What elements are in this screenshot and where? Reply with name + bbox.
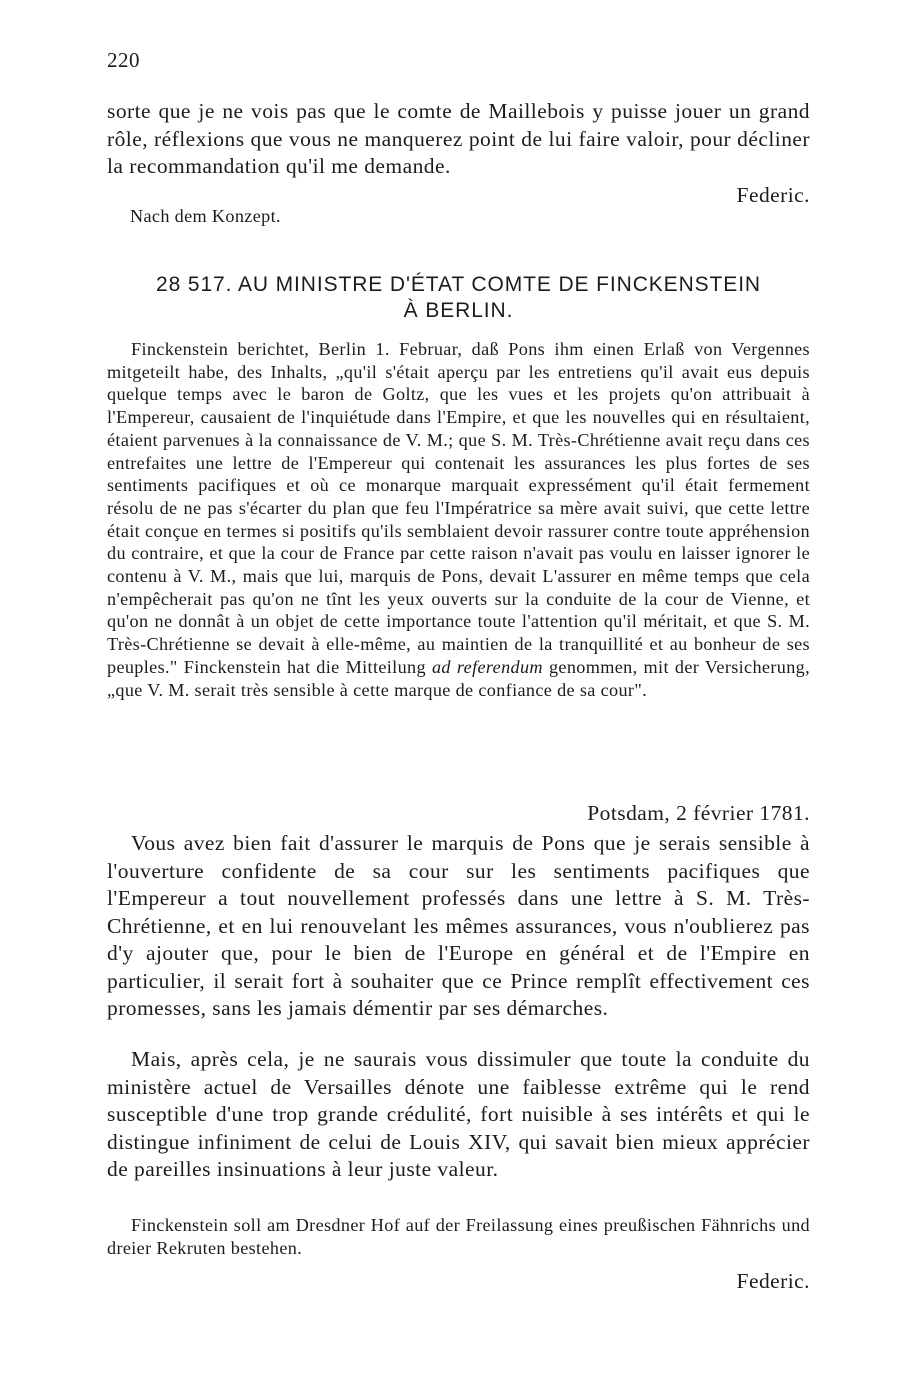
letter-paragraph-1: Vous avez bien fait d'assurer le marquis de Pons que je serais sensible à l'ouverture confidente de sa cour sur les sentiments pacifiques que l'Empereur a tout nouvellement professés dans une lettre à S. M. Très-Chrétienne, et en lui renouvelant les mêmes assurances, vous n'oublierez pas d'y ajouter que, pour le bien de l'Europe en général et de l'Empire en particulier, il serait fort à souhaiter que ce Prince remplît effectivement ces promesses, sans les jamais démentir par ses démarches. bbox=[107, 831, 810, 1020]
summary-italic-phrase: ad referendum bbox=[431, 656, 543, 677]
previous-letter-conclusion: sorte que je ne vois pas que le comte de Maillebois y puisse jouer un grand rôle, réflexions que vous ne manquerez point de lui faire valoir, pour décliner la recommandation qu'il me demande. bbox=[107, 99, 810, 178]
letter-heading bbox=[107, 272, 810, 324]
letter-paragraph-2: Mais, après cela, je ne saurais vous dissimuler que toute la conduite du ministère actuel de Versailles dénote une faiblesse extrême qui le rend susceptible d'une trop grande crédulité, fort nuisible à ses intérêts et qui le distingue infiniment de celui de Louis XIV, qui savait bien mieux apprécier de pareilles insinuations à leur juste valeur. bbox=[107, 1047, 810, 1181]
letter-signature: Federic. bbox=[736, 1269, 810, 1293]
letter-heading-line-2: À BERLIN. bbox=[403, 299, 514, 322]
postscript-note: Finckenstein soll am Dresdner Hof auf der Freilassung eines preußischen Fähnrichs und dreier Rekruten bestehen. bbox=[107, 1215, 810, 1258]
dateline: Potsdam, 2 février 1781. bbox=[587, 801, 810, 825]
letter-recipient: AU MINISTRE D'ÉTAT COMTE DE FINCKENSTEIN bbox=[237, 273, 761, 296]
letter-number: 28 517. bbox=[156, 273, 233, 296]
summary-text-part-1: Finckenstein berichtet, Berlin 1. Februar, daß Pons ihm einen Erlaß von Vergennes mitgeteilt habe, des Inhalts, „qu'il s'était aperçu par les entretiens qu'il avait eus depuis quelque temps avec le baron de Goltz, que les vues et les projets qu'on attribuait à l'Empereur, causaient de l'inquiétude dans l'Empire, et que les nouvelles qui en résultaient, étaient parvenues à la connaissance de V. M.; que S. M. Très-Chrétienne avait reçu dans ces entrefaites une lettre de l'Empereur qui contenait les assurances les plus fortes de ses sentiments pacifiques et où ce monarque marquait expressément qu'il était fermement résolu de ne pas s'écarter du plan que feu l'Impératrice sa mère avait suivi, que cette lettre était conçue en termes si positifs qu'ils semblaient devoir rassurer contre toute appréhension du contraire, et que la cour de France par cette raison n'avait pas voulu en laisser ignorer le contenu à V. M., mais que lui, marquis de Pons, devait L'assurer en même temps que cela n'empêcherait pas qu'on ne tînt les yeux ouverts sur la conduite de la cour de Vienne, et qu'on ne donnât à un objet de cette importance toute l'attention qu'il méritait, et que S. M. Très-Chrétienne se devait à elle-même, au maintien de la tranquillité et au bonheur de ses peuples." Finckenstein hat die Mitteilung bbox=[107, 339, 810, 677]
previous-letter-signature: Federic. bbox=[736, 183, 810, 207]
page-number: 220 bbox=[107, 48, 140, 72]
summary-text-part-2: genommen, mit der Versicherung, „que V. M. serait très sensible à cette marque de confiance de sa cour". bbox=[107, 656, 810, 700]
source-note: Nach dem Konzept. bbox=[130, 206, 281, 226]
letter-summary bbox=[107, 338, 810, 701]
letter-heading-line-1 bbox=[107, 272, 810, 298]
